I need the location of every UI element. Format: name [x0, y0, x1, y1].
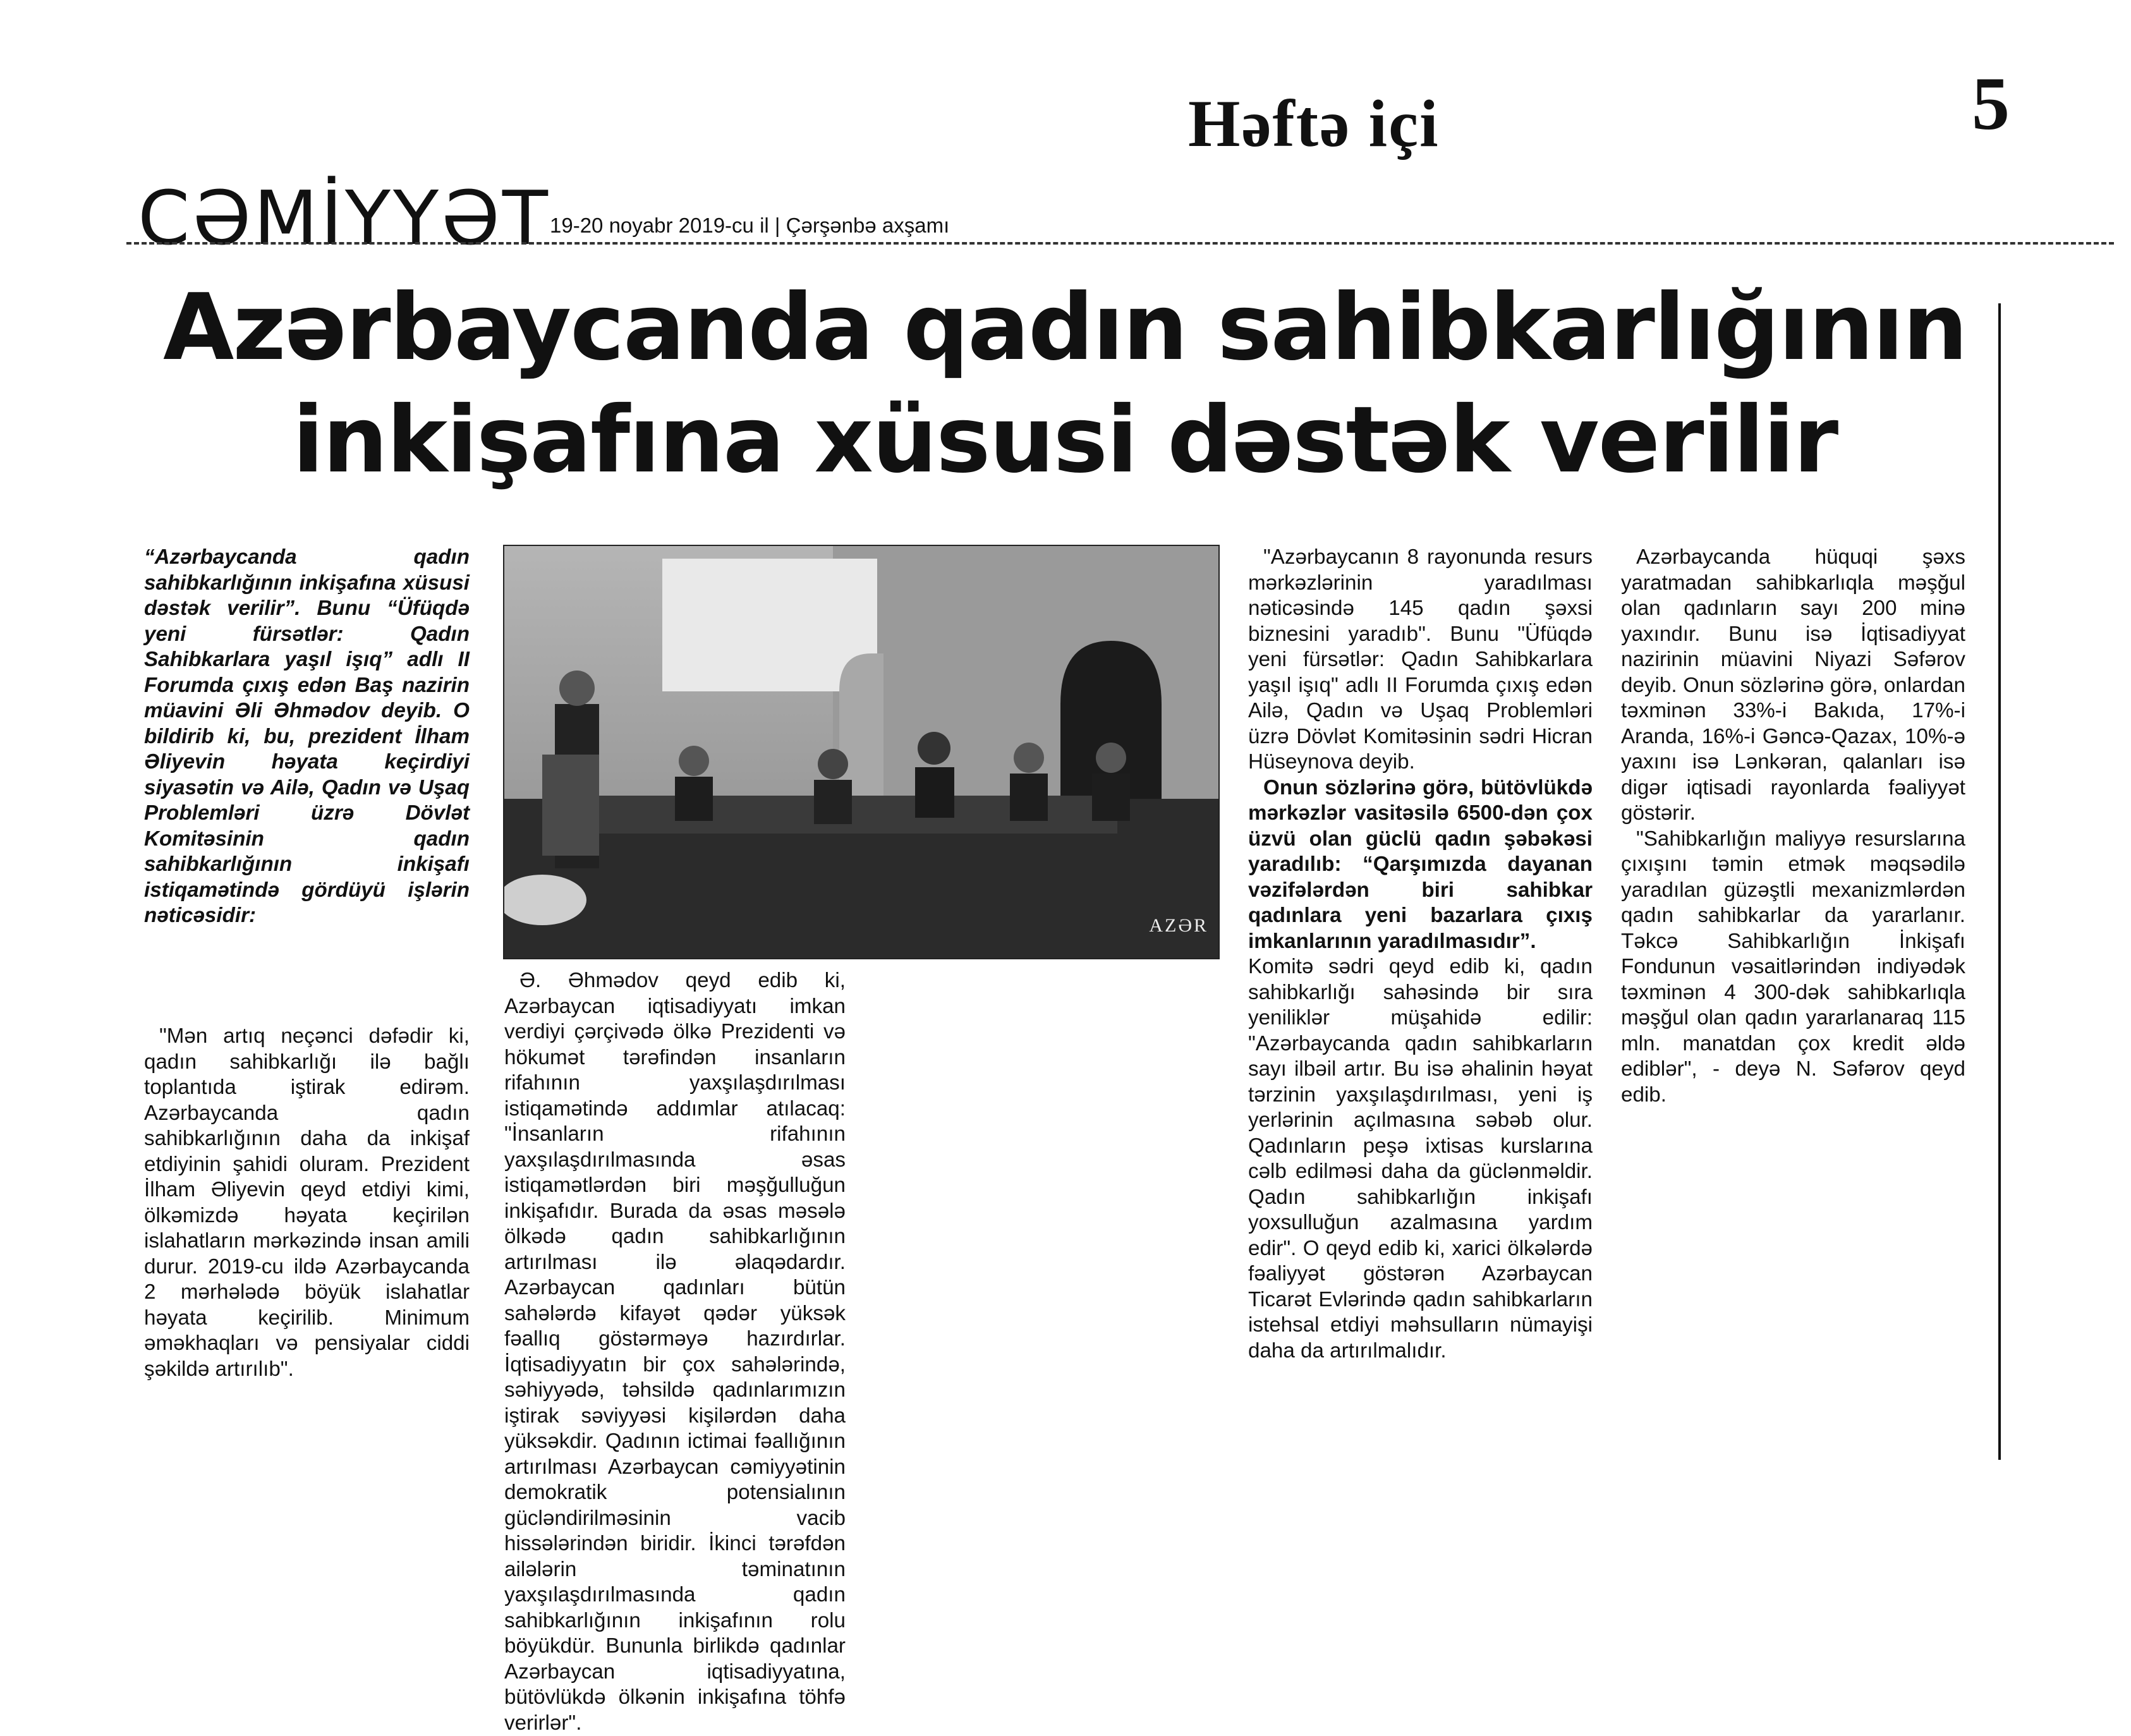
article-photo [503, 545, 1220, 959]
article-lead: “Azərbaycanda qadın sahibkarlığının inkişafına xüsusi dəstək verilir”. Bunu “Üfüqdə yeni fürsətlər: Qadın Sahibkarlara yaşıl işıq” adlı II Forumda çıxış edən Baş nazirin müavini Əli Əhmədov deyib. O bildirib ki, bu, prezident İlham Əliyevin həyata keçirdiyi siyasətin və Ailə, Qadın və Uşaq Problemləri üzrə Dövlət Komitəsinin qadın sahibkarlığının inkişafı istiqamətində gördüyü işlərin nəticəsidir: [144, 545, 470, 927]
page-number: 5 [1972, 61, 2010, 145]
paragraph: Azərbaycanda hüquqi şəxs yaratmadan sahibkarlıqla məşğul olan qadınların sayı 200 minə yaxındır. Bunu isə İqtisadiyyat nazirinin müavini Niyazi Səfərov deyib. Onun sözlərinə görə, onlardan təxminən 33%-i Bakıda, 17%-i Aranda, 16%-i Gəncə-Qazax, 10%-ə yaxını isə Lənkəran, qalanları isə digər iqtisadi rayonlarda fəaliyyət göstərir. [1621, 545, 1965, 825]
article-column-5 [1621, 545, 1965, 1108]
headline-line-2: inkişafına xüsusi dəstək verilir [292, 387, 1838, 494]
article-column-2 [504, 968, 846, 1736]
paragraph: "Mən artıq neçənci dəfədir ki, qadın sahibkarlığı ilə bağlı toplantıda iştirak edirəm. Azərbaycanda qadın sahibkarlığının daha da inkişaf etdiyinin şahidi oluram. Prezident İlham Əliyevin qeyd etdiyi kimi, ölkəmizdə həyata keçirilən islahatların mərkəzində insan amili durur. 2019-cu ildə Azərbaycanda 2 mərhələdə böyük islahatlar həyata keçirilib. Minimum əməkhaqları və pensiyalar ciddi şəkildə artırılıb". [144, 1024, 470, 1381]
paragraph-emphasis: Onun sözlərinə görə, bütövlükdə mərkəzlər vasitəsilə 6500-dən çox üzvü olan güclü qadın şəbəkəsi yaradılıb: “Qarşımızda dayanan vəzifələrdən biri sahibkar qadınlara yeni bazarlara çıxış imkanlarının yaradılmasıdır”. [1248, 775, 1593, 953]
article-column-4 [1248, 545, 1593, 1364]
paragraph: "Sahibkarlığın maliyyə resurslarına çıxışını təmin etmək məqsədilə yaradılan güzəştli mexanizmlərdən qadın sahibkarlar da yararlanır. Təkcə Sahibkarlığın İnkişafı Fondunun vəsaitlərindən indiyədək təxminən 4 300-dək sahibkarlıqla məşğul olan qadın yararlanaraq 115 mln. manatdan çox kredit əldə ediblər", - deyə N. Səfərov qeyd edib. [1621, 827, 1965, 1107]
section-title: CƏMİYYƏT [138, 174, 550, 262]
column-divider [1998, 303, 2001, 1460]
paragraph: Komitə sədri qeyd edib ki, qadın sahibkarlığı sahəsində bir sıra yeniliklər müşahidə edilir: "Azərbaycanda qadın sahibkarların sayı ilbəil artır. Bu isə əhalinin həyat tərzinin yaxşılaşdırılması, yeni iş yerlərinin açılmasına səbəb olur. Qadınların peşə ixtisas kurslarına cəlb edilməsi daha da güclənməldir. Qadın sahibkarlığın inkişafı yoxsulluğun azalmasına yardım edir". O qeyd edib ki, xarici ölkələrdə fəaliyyət göstərən Azərbaycan Ticarət Evlərində qadın sahibkarların istehsal etdiyi məhsulların nümayişi daha da artırılmalıdır. [1248, 955, 1593, 1363]
dateline: 19-20 noyabr 2019-cu il | Çərşənbə axşamı [550, 214, 950, 237]
article-column-1 [144, 1024, 470, 1382]
forum-stage-image [504, 546, 1218, 958]
photo-credit: AZƏR [1149, 915, 1208, 936]
paragraph: "Azərbaycanın 8 rayonunda resurs mərkəzlərinin yaradılması nəticəsində 145 qadın şəxsi biznesini yaradıb". Bunu "Üfüqdə yeni fürsətlər: Qadın Sahibkarlara yaşıl işıq" adlı II Forumda çıxış edən Ailə, Qadın və Uşaq Problemləri üzrə Dövlət Komitəsinin sədri Hicran Hüseynova deyib. [1248, 545, 1593, 774]
header-divider [126, 242, 2114, 245]
paragraph: Ə. Əhmədov qeyd edib ki, Azərbaycan iqtisadiyyatı imkan verdiyi çərçivədə ölkə Prezidenti və hökumət tərəfindən insanların rifahının yaxşılaşdırılması istiqamətində addımlar atılacaq: "İnsanların rifahının yaxşılaşdırılmasında əsas istiqamətlərdən biri məşğulluğun inkişafıdır. Burada da əsas məsələ ölkədə qadın sahibkarlığının artırılması ilə əlaqədardır. Azərbaycan qadınları bütün sahələrdə kifayət qədər yüksək fəallıq göstərməyə hazırdırlar. İqtisadiyyatın bir çox sahələrində, səhiyyədə, təhsildə qadınlarımızın iştirak səviyyəsi kişilərdən daha yüksəkdir. Qadının ictimai fəallığının artırılması Azərbaycan cəmiyyətinin demokratik potensialının gücləndirilməsinin vacib hissələrindən biridir. İkinci tərəfdən ailələrin təminatının yaxşılaşdırılmasında qadın sahibkarlığının inkişafının rolu böyükdür. Bununla birlikdə qadınlar Azərbaycan iqtisadiyyatına, bütövlükdə ölkənin inkişafına töhfə verirlər". [504, 969, 846, 1735]
publication-name: Həftə içi [1188, 87, 1440, 161]
article-headline [133, 272, 1997, 497]
headline-line-1: Azərbaycanda qadın sahibkarlığının [163, 274, 1967, 381]
